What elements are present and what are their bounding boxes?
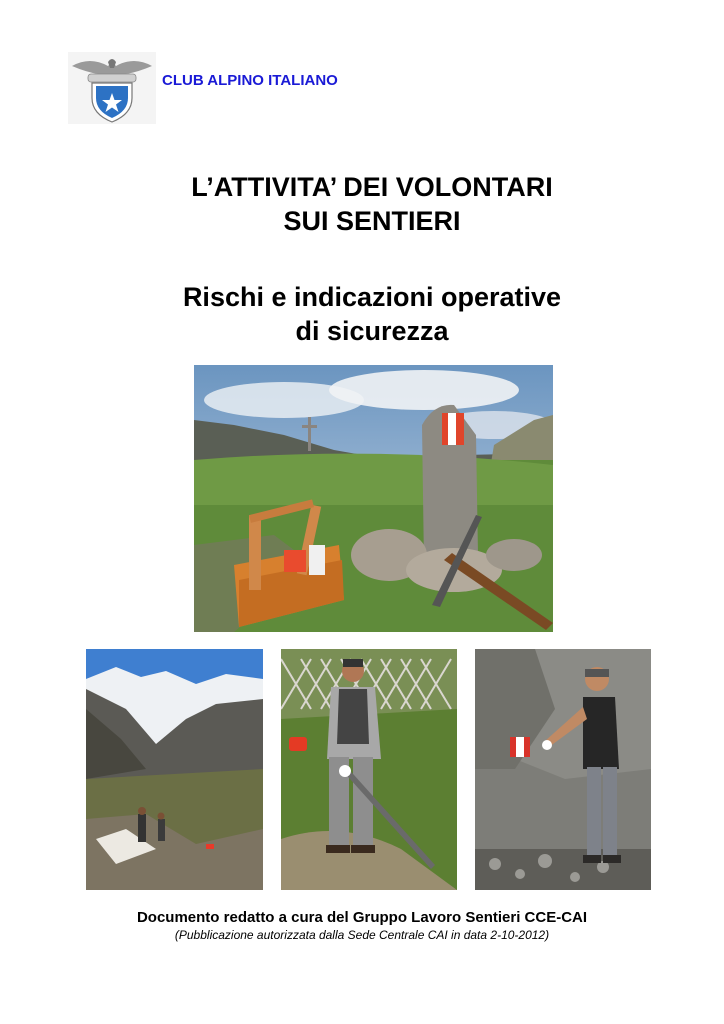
cai-logo-icon <box>68 52 156 124</box>
subtitle-line-2: di sicurezza <box>295 316 449 346</box>
document-credit: Documento redatto a cura del Gruppo Lavoro Sentieri CCE-CAI <box>136 909 588 926</box>
trail-marker-stone-photo <box>194 365 553 632</box>
organization-name: CLUB ALPINO ITALIANO <box>162 72 338 89</box>
title-line-2: SUI SENTIERI <box>283 206 461 236</box>
publication-note: (Pubblicazione autorizzata dalla Sede Centrale CAI in data 2-10-2012) <box>174 928 550 942</box>
title-line-1: L’ATTIVITA’ DEI VOLONTARI <box>191 172 553 202</box>
volunteer-painting-sign-photo <box>475 649 651 890</box>
subtitle-line-1: Rischi e indicazioni operative <box>182 282 562 312</box>
volunteer-brushcutter-photo <box>281 649 457 890</box>
mountain-trail-photo <box>86 649 263 890</box>
